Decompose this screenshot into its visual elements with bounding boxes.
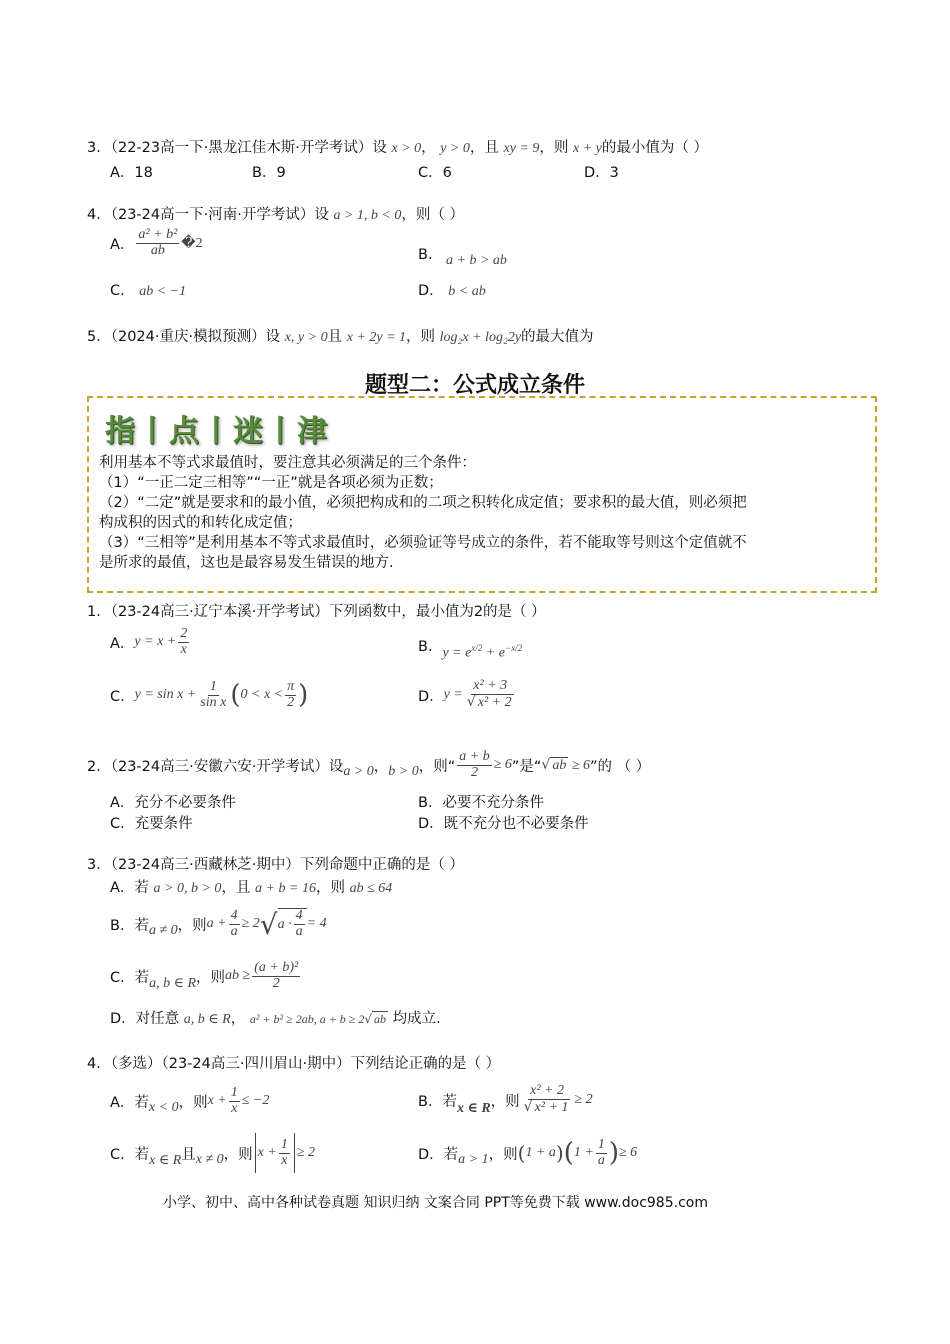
q3-option-a: A．若 a > 0, b > 0，且 a + b = 16，则 ab ≤ 64 (110, 880, 393, 896)
text: 且 (327, 329, 343, 345)
math-expr: y = (443, 687, 463, 702)
math-expr: ab < −1 (139, 284, 187, 299)
option-label: A． (110, 635, 135, 652)
math-expr: x + y (572, 141, 602, 156)
text: ，则（ ） (401, 207, 464, 223)
question-3-stem: 3．（23-24高三·西藏林芝·期中）下列命题中正确的是（ ） (87, 857, 464, 873)
math-expr: 0 < x < (240, 687, 284, 702)
text: ，且 (469, 140, 499, 156)
text: ”是“ (511, 758, 542, 775)
tip-heading: 指丨点丨迷丨津 (105, 414, 329, 449)
option-d: D．3 (584, 165, 619, 181)
question-stem: 3．（22-23高一下·黑龙江佳木斯·开学考试）设 (87, 140, 387, 156)
question-4-stem: 4．（多选）（23-24高三·四川眉山·期中）下列结论正确的是（ ） (87, 1056, 501, 1072)
option-d: D．既不充分也不必要条件 (418, 816, 589, 832)
tip-line: 是所求的最值，这也是最容易发生错误的地方. (99, 555, 394, 571)
question-stem: 4．（23-24高一下·河南·开学考试）设 (87, 207, 329, 223)
q1-option-b: B． $y = e^{x/2} + e^{-x/2}$ (418, 628, 522, 662)
q3-option-b: B． 若 a ≠ 0 ，则 a + $\frac{4}{a}$ ≥ 2 √ a · $\frac{4}{a}$ = 4 (110, 907, 327, 941)
math-expr: y = x + (134, 634, 177, 649)
question-5-prev (87, 325, 594, 346)
question-stem: 2．（23-24高三·安徽六安·开学考试）设 (87, 758, 344, 775)
option-label: B． (418, 638, 443, 655)
text: ，则 (406, 329, 436, 345)
text: ，则 (539, 140, 569, 156)
fraction: $\frac{\pi}{2}$ (287, 678, 295, 710)
option-d (418, 279, 486, 300)
fraction: $\frac{a + b}{2}$ (459, 748, 490, 780)
question-stem: 5．（2024·重庆·模拟预测）设 (87, 329, 281, 345)
question-2: 2．（23-24高三·安徽六安·开学考试）设 a > 0 ， b > 0 ，则“ $\frac{a + b}{2}$ ≥ 6 ”是“ √ ab ≥ 6 ”的 （ ） (87, 748, 651, 780)
math-expr: b < ab (448, 284, 486, 299)
tip-line: 构成积的因式的和转化成定值； (99, 515, 302, 531)
math-expr: a > 1, b < 0 (333, 208, 402, 223)
q3-option-c: C． 若 a, b ∈ R ，则 ab ≥ $\frac{\text{(a + b)²}}{2}$ (110, 959, 299, 991)
text: 的最小值为（ ） (601, 140, 708, 156)
page-footer: 小学、初中、高中各种试卷真题 知识归纳 文案合同 PPT等免费下载 www.doc985.com (163, 1195, 708, 1211)
q4-option-a: A． 若 x < 0 ，则 x + $\frac{1}{x}$ ≤ −2 (110, 1084, 270, 1116)
option-a: A．充分不必要条件 (110, 795, 236, 811)
fraction: $\frac{1}{\text{sin x}}$ (200, 678, 227, 710)
option-b-expr: a + b > ab (446, 253, 507, 268)
q1-option-c: C． y = sin x + $\frac{1}{\text{sin x}}$ ( 0 < x < $\frac{\pi}{2}$ ) (110, 678, 309, 710)
option-label: D． (418, 283, 444, 299)
fraction: $\frac{2}{x}$ (180, 625, 188, 657)
fraction: $\frac{\text{x² + 3}}{\text{√ x² + 2}}$ (466, 678, 512, 710)
option-label: C． (110, 283, 135, 299)
question-3-prev: 3．（22-23高一下·黑龙江佳木斯·开学考试）设 x > 0， y > 0，且 xy = 9，则 x + y的最小值为（ ） (87, 140, 708, 156)
math-expr: ≥ 6 (493, 757, 512, 772)
q1-option-a (110, 620, 191, 664)
q3-option-d: D．对任意 a, b ∈ R， a² + b² ≥ 2ab, a + b ≥ 2√ ab 均成立. (110, 1011, 441, 1027)
math-expr: x > 0 (391, 141, 422, 156)
tip-line: （1）“一正二定三相等”“一正”就是各项必须为正数； (99, 475, 443, 491)
math-expr: a > 0 (343, 764, 374, 779)
math-expr: y > 0 (440, 141, 470, 156)
option-a: A．18 (110, 165, 153, 181)
math-expr: �2 (181, 235, 203, 251)
option-c: C．6 (418, 165, 452, 181)
math-expr: y = sin x + (134, 687, 197, 702)
q1-option-d (418, 672, 518, 718)
math-expr: xy = 9 (503, 141, 540, 156)
option-label: A． (110, 236, 135, 253)
option-b (418, 243, 442, 264)
fraction: $\frac{\text{a² + b²}}{ab}$ (138, 227, 178, 258)
q4-option-d: D． 若 a > 1 ，则 ( 1 + a ) ( 1 + $\frac{1}{a}$ ) ≥ 6 (418, 1136, 638, 1168)
q4-option-b: B． 若 x ∈ R ，则 $\frac{\text{x² + 2}}{\text{√ x² + 1}}$ ≥ 2 (418, 1083, 593, 1116)
question-1-stem: 1．（23-24高三·辽宁本溪·开学考试）下列函数中，最小值为2的是（ ） (87, 604, 546, 620)
section-title: 题型二：公式成立条件 (364, 373, 585, 398)
option-label: B． (418, 247, 443, 263)
tip-line: （3）“三相等”是利用基本不等式求最值时，必须验证等号成立的条件，若不能取等号则这个定值就不 (99, 535, 747, 551)
text: ，则“ (418, 758, 456, 775)
text: 的最大值为 (521, 329, 594, 345)
text: ”的 （ ） (590, 758, 651, 775)
option-label: C． (110, 688, 135, 705)
question-4-prev (87, 203, 464, 224)
math-expr: x + 2y = 1 (346, 330, 407, 345)
tip-line: 利用基本不等式求最值时，要注意其必须满足的三个条件： (99, 455, 476, 471)
option-b: B．9 (252, 165, 286, 181)
q4-option-c: C． 若 x ∈ R 且 x ≠ 0 ，则 x + $\frac{1}{x}$ ≥ 2 (110, 1130, 315, 1176)
math-expr: log₂x + log₂2y (439, 330, 522, 345)
math-expr: x, y > 0 (284, 330, 328, 345)
math-expr: b > 0 (388, 764, 419, 779)
option-c (110, 279, 186, 300)
option-b: B．必要不充分条件 (418, 795, 544, 811)
tip-line: （2）“二定”就是要求和的最小值，必须把构成和的二项之积转化成定值；要求积的最大值，则必须把 (99, 495, 747, 511)
option-label: D． (418, 688, 444, 705)
option-c: C．充要条件 (110, 816, 193, 832)
option-a (110, 228, 203, 258)
